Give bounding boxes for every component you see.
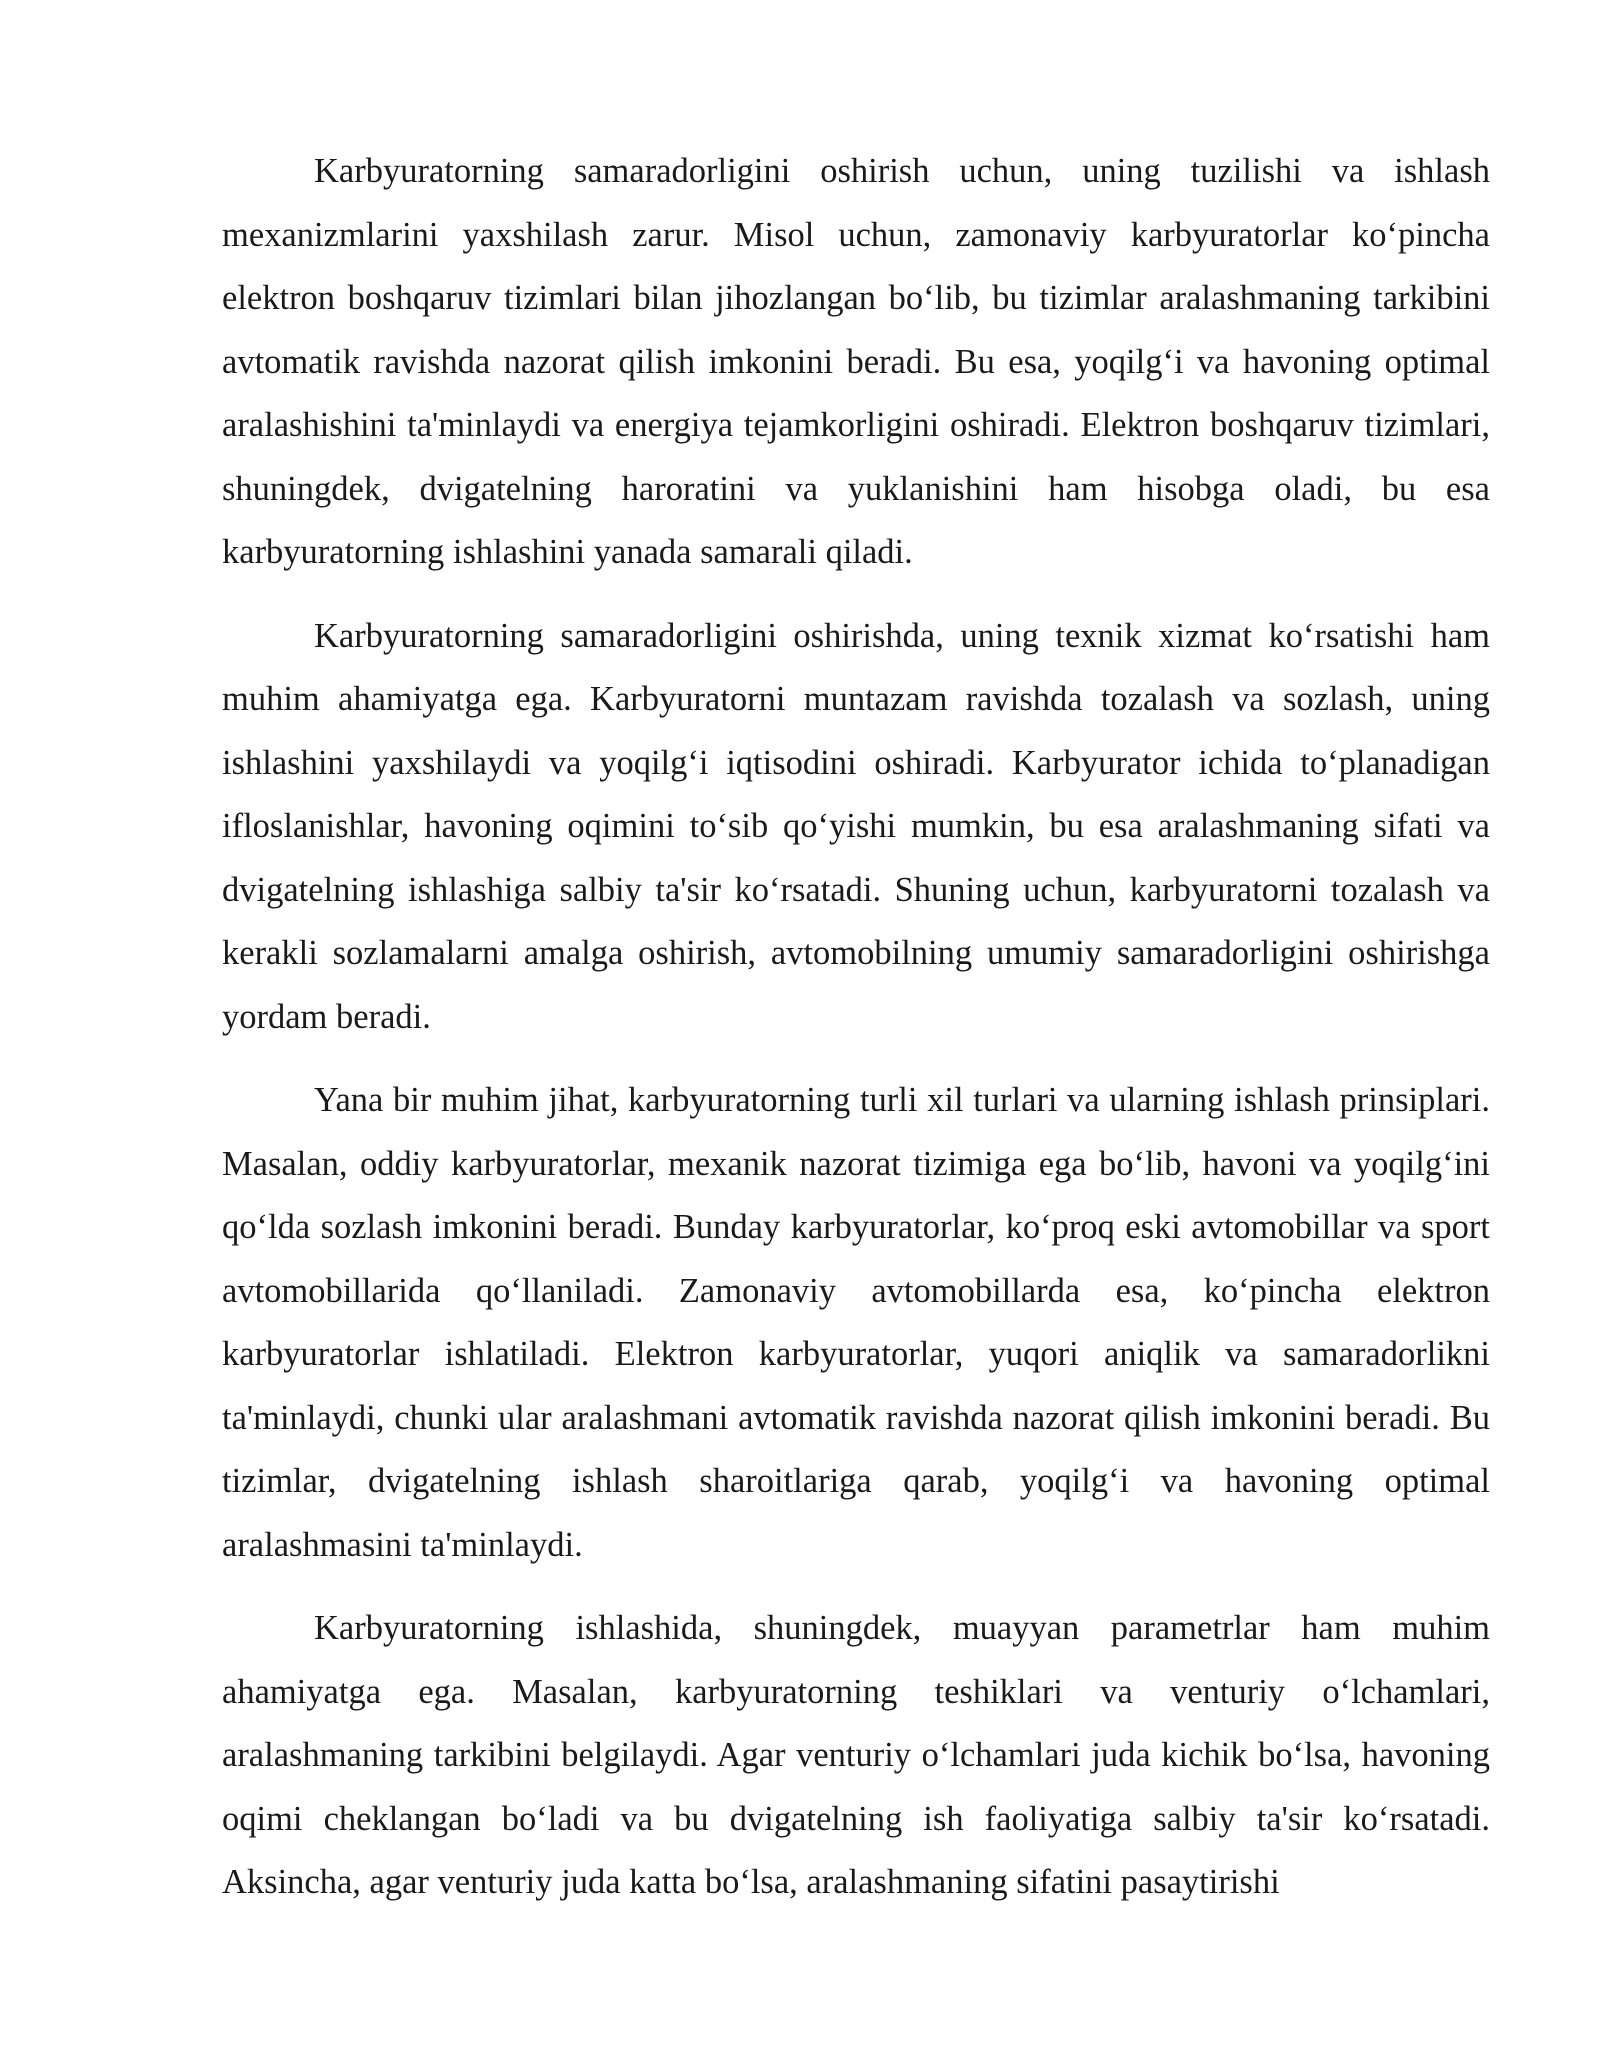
paragraph-3: Yana bir muhim jihat, karbyuratorning turli xil turlari va ularning ishlash prinsiplari. Masalan, oddiy karbyuratorlar, mexanik nazorat tizimiga ega boʻlib, havoni va yoqilgʻini qoʻlda sozlash imkonini beradi. Bunday karbyuratorlar, koʻproq eski avtomobillar va sport avtomobillarida qoʻllaniladi. Zamonaviy avtomobillarda esa, koʻpincha elektron karbyuratorlar ishlatiladi. Elektron karbyuratorlar, yuqori aniqlik va samaradorlikni ta'minlaydi, chunki ular aralashmani avtomatik ravishda nazorat qilish imkonini beradi. Bu tizimlar, dvigatelning ishlash sharoitlariga qarab, yoqilgʻi va havoning optimal aralashmasini ta'minlaydi.	[222, 1081, 1490, 1564]
paragraph-4: Karbyuratorning ishlashida, shuningdek, muayyan parametrlar ham muhim ahamiyatga ega. Masalan, karbyuratorning teshiklari va venturiy oʻlchamlari, aralashmaning tarkibini belgilaydi. Agar venturiy oʻlchamlari juda kichik boʻlsa, havoning oqimi cheklangan boʻladi va bu dvigatelning ish faoliyatiga salbiy ta'sir koʻrsatadi. Aksincha, agar venturiy juda katta boʻlsa, aralashmaning sifatini pasaytirishi	[222, 1609, 1490, 1901]
paragraph-2: Karbyuratorning samaradorligini oshirishda, uning texnik xizmat koʻrsatishi ham muhim ahamiyatga ega. Karbyuratorni muntazam ravishda tozalash va sozlash, uning ishlashini yaxshilaydi va yoqilgʻi iqtisodini oshiradi. Karbyurator ichida toʻplanadigan ifloslanishlar, havoning oqimini toʻsib qoʻyishi mumkin, bu esa aralashmaning sifati va dvigatelning ishlashiga salbiy ta'sir koʻrsatadi. Shuning uchun, karbyuratorni tozalash va kerakli sozlamalarni amalga oshirish, avtomobilning umumiy samaradorligini oshirishga yordam beradi.	[222, 616, 1490, 1036]
paragraph-1: Karbyuratorning samaradorligini oshirish uchun, uning tuzilishi va ishlash mexanizmlarini yaxshilash zarur. Misol uchun, zamonaviy karbyuratorlar koʻpincha elektron boshqaruv tizimlari bilan jihozlangan boʻlib, bu tizimlar aralashmaning tarkibini avtomatik ravishda nazorat qilish imkonini beradi. Bu esa, yoqilgʻi va havoning optimal aralashishini ta'minlaydi va energiya tejamkorligini oshiradi. Elektron boshqaruv tizimlari, shuningdek, dvigatelning haroratini va yuklanishini ham hisobga oladi, bu esa karbyuratorning ishlashini yanada samarali qiladi.	[222, 152, 1490, 571]
document-body	[222, 140, 1490, 1935]
